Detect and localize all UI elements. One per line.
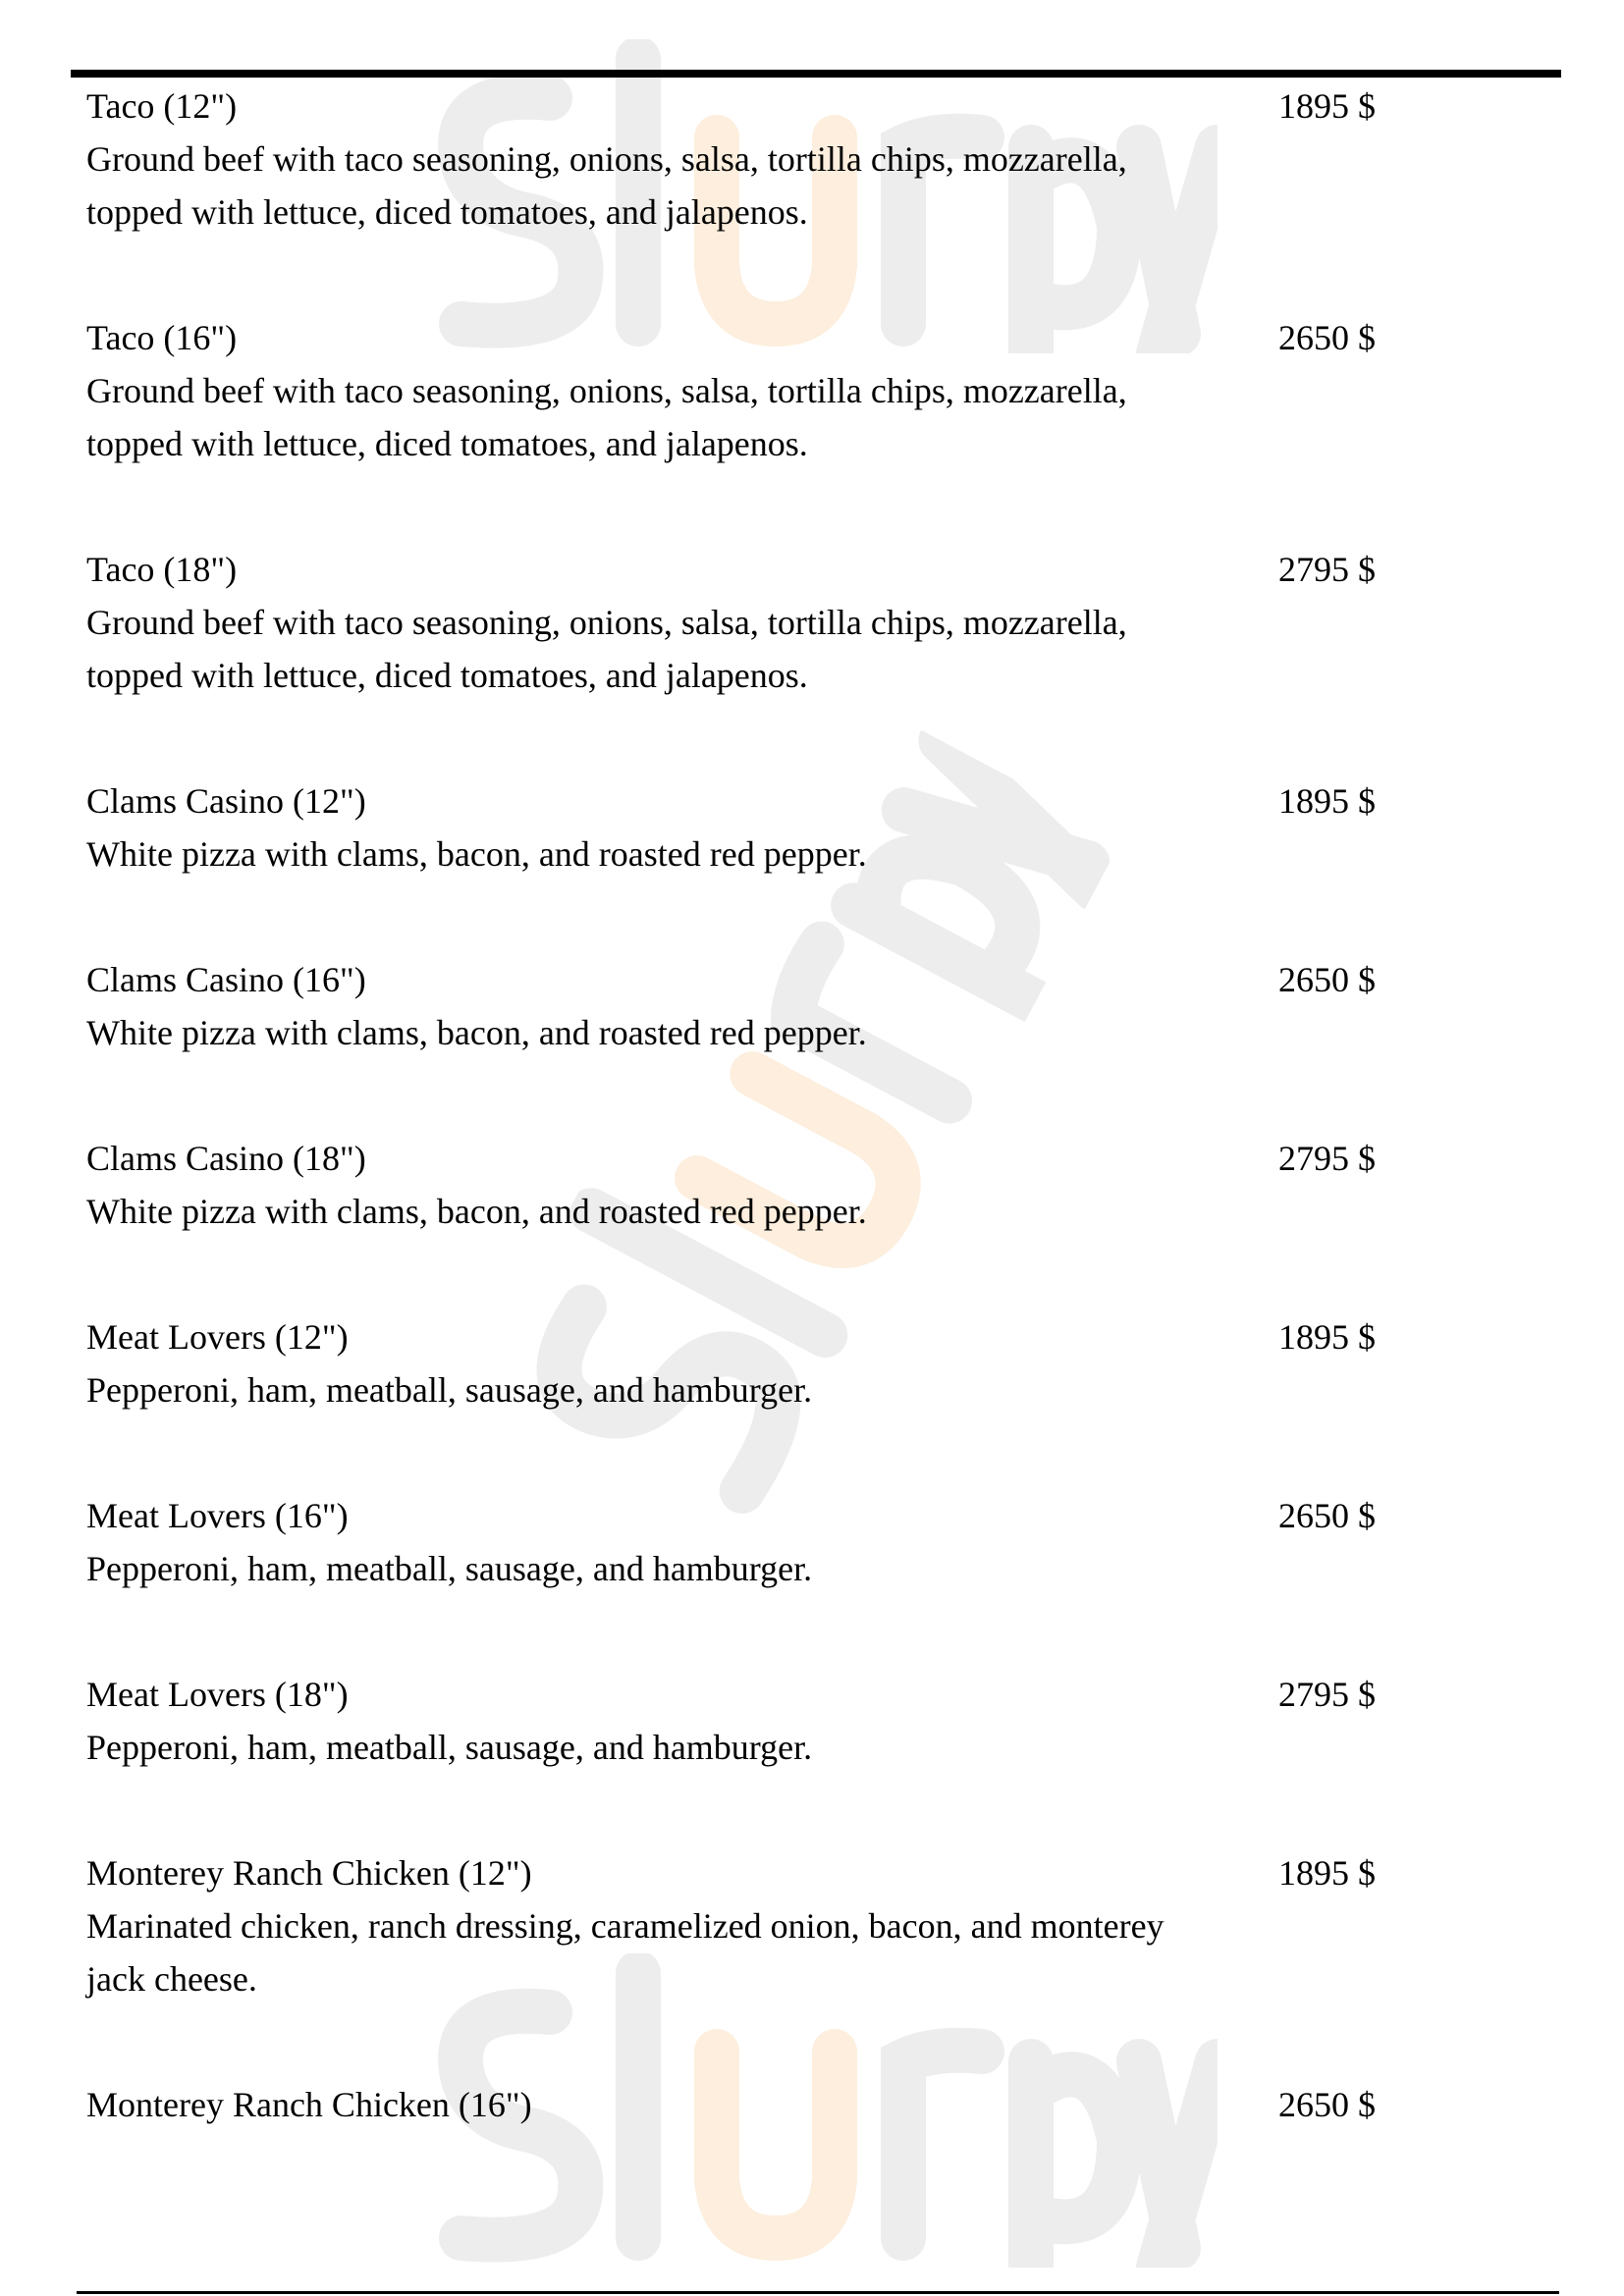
item-name: Monterey Ranch Chicken (12") bbox=[86, 1853, 532, 1893]
menu-item bbox=[86, 774, 1559, 881]
item-description: Pepperoni, ham, meatball, sausage, and hamburger. bbox=[86, 1728, 813, 1767]
menu-item bbox=[86, 1132, 1559, 1238]
item-name: Clams Casino (12") bbox=[86, 781, 366, 821]
item-name: Taco (18") bbox=[86, 550, 238, 589]
item-name: Taco (12") bbox=[86, 86, 238, 126]
item-name: Clams Casino (18") bbox=[86, 1139, 366, 1178]
top-divider bbox=[71, 70, 1561, 78]
item-price: 2795 $ bbox=[1278, 1675, 1376, 1714]
menu-item bbox=[86, 311, 1559, 470]
item-price: 2795 $ bbox=[1278, 550, 1376, 589]
item-description: White pizza with clams, bacon, and roasted red pepper. bbox=[86, 1192, 867, 1231]
item-description: Ground beef with taco seasoning, onions, salsa, tortilla chips, mozzarella, topped with lettuce, diced tomatoes, and jalapenos. bbox=[86, 603, 1127, 695]
item-price: 2650 $ bbox=[1278, 318, 1376, 357]
menu-item bbox=[86, 1668, 1559, 1774]
menu-item bbox=[86, 543, 1559, 702]
item-description: Pepperoni, ham, meatball, sausage, and hamburger. bbox=[86, 1370, 813, 1410]
item-description: Marinated chicken, ranch dressing, caramelized onion, bacon, and monterey jack cheese. bbox=[86, 1906, 1164, 1999]
item-price: 1895 $ bbox=[1278, 781, 1376, 821]
item-description: White pizza with clams, bacon, and roasted red pepper. bbox=[86, 834, 867, 874]
item-price: 1895 $ bbox=[1278, 86, 1376, 126]
menu-item bbox=[86, 953, 1559, 1059]
menu-item bbox=[86, 1846, 1559, 2005]
menu-item bbox=[86, 1310, 1559, 1416]
menu-item bbox=[86, 1489, 1559, 1595]
item-name: Monterey Ranch Chicken (16") bbox=[86, 2085, 532, 2124]
menu-item bbox=[86, 2078, 1559, 2131]
item-price: 1895 $ bbox=[1278, 1317, 1376, 1357]
item-description: Ground beef with taco seasoning, onions, salsa, tortilla chips, mozzarella, topped with lettuce, diced tomatoes, and jalapenos. bbox=[86, 371, 1127, 463]
item-description: White pizza with clams, bacon, and roasted red pepper. bbox=[86, 1013, 867, 1052]
item-price: 1895 $ bbox=[1278, 1853, 1376, 1893]
item-price: 2795 $ bbox=[1278, 1139, 1376, 1178]
bottom-divider bbox=[77, 2291, 1559, 2294]
item-price: 2650 $ bbox=[1278, 1496, 1376, 1535]
item-name: Clams Casino (16") bbox=[86, 960, 366, 999]
item-name: Meat Lovers (12") bbox=[86, 1317, 349, 1357]
item-description: Pepperoni, ham, meatball, sausage, and hamburger. bbox=[86, 1549, 813, 1588]
item-price: 2650 $ bbox=[1278, 960, 1376, 999]
item-name: Meat Lovers (18") bbox=[86, 1675, 349, 1714]
item-name: Meat Lovers (16") bbox=[86, 1496, 349, 1535]
item-name: Taco (16") bbox=[86, 318, 238, 357]
item-description: Ground beef with taco seasoning, onions, salsa, tortilla chips, mozzarella, topped with lettuce, diced tomatoes, and jalapenos. bbox=[86, 139, 1127, 232]
item-price: 2650 $ bbox=[1278, 2085, 1376, 2124]
menu-list bbox=[86, 80, 1559, 2204]
menu-item bbox=[86, 80, 1559, 239]
